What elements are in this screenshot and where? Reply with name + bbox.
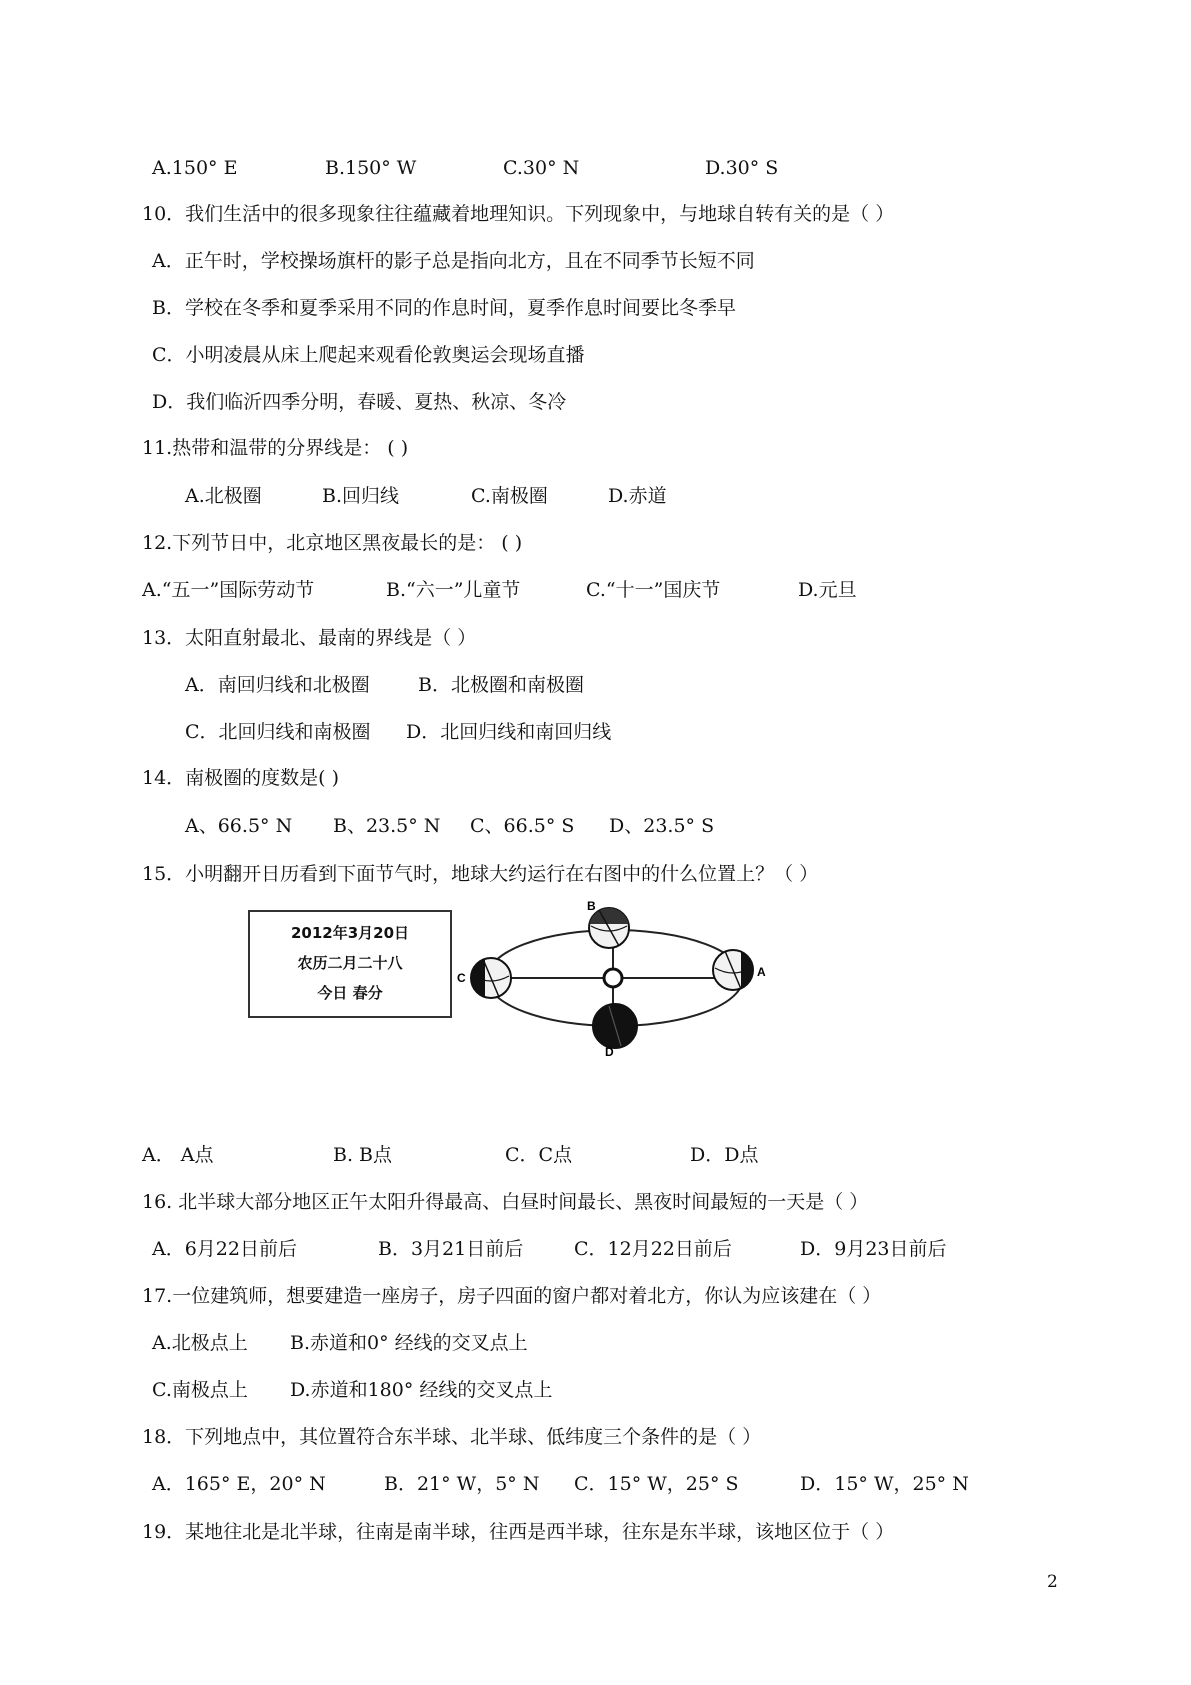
q11-option-d[interactable]: D.赤道 [608,485,667,507]
q13-option-b[interactable]: B．北极圈和南极圈 [418,674,584,696]
q18-option-b[interactable]: B．21° W，5° N [384,1473,540,1495]
q11-option-a[interactable]: A.北极圈 [185,485,262,507]
q14-option-d[interactable]: D、23.5° S [609,815,715,837]
q9-option-b[interactable]: B.150° W [325,157,417,179]
q18-option-a[interactable]: A．165° E，20° N [152,1473,326,1495]
q14-stem: 14．南极圈的度数是( ) [142,767,340,789]
calendar-lunar-date: 农历二月二十八 [297,954,403,972]
earth-position-a-icon [713,950,755,990]
q18-option-d[interactable]: D．15° W，25° N [800,1473,969,1495]
q10-option-d[interactable]: D．我们临沂四季分明，春暖、夏热、秋凉、冬冷 [152,391,567,413]
q12-option-a[interactable]: A.“五一”国际劳动节 [142,579,315,601]
label-b: B [587,899,596,913]
earth-position-b-icon [589,908,629,948]
q12-option-c[interactable]: C.“十一”国庆节 [586,579,721,601]
q17-option-b[interactable]: B.赤道和0° 经线的交叉点上 [290,1332,528,1354]
q15-stem: 15．小明翻开日历看到下面节气时，地球大约运行在右图中的什么位置上？（ ） [142,863,819,885]
sun-icon [604,969,622,987]
q10-option-a[interactable]: A．正午时，学校操场旗杆的影子总是指向北方，且在不同季节长短不同 [152,250,755,272]
q13-stem: 13．太阳直射最北、最南的界线是（ ） [142,627,477,649]
q18-option-c[interactable]: C．15° W，25° S [574,1473,739,1495]
q12-option-d[interactable]: D.元旦 [798,579,857,601]
q14-option-b[interactable]: B、23.5° N [333,815,441,837]
q15-option-c[interactable]: C．C点 [505,1144,573,1166]
calendar-date: 2012年3月20日 [290,924,410,942]
q15-option-d[interactable]: D．D点 [690,1144,759,1166]
calendar-solar-term: 今日 春分 [317,984,383,1002]
q15-option-b[interactable]: B. B点 [333,1144,393,1166]
q10-option-b[interactable]: B．学校在冬季和夏季采用不同的作息时间，夏季作息时间要比冬季早 [152,297,736,319]
q14-option-a[interactable]: A、66.5° N [185,815,293,837]
q17-option-d[interactable]: D.赤道和180° 经线的交叉点上 [290,1379,553,1401]
q11-option-b[interactable]: B.回归线 [322,485,400,507]
label-c: C [457,971,466,985]
q9-option-c[interactable]: C.30° N [503,157,580,179]
earth-orbit-diagram [455,898,795,1058]
q9-option-d[interactable]: D.30° S [705,157,779,179]
q15-option-a[interactable]: A． A点 [142,1144,214,1166]
q18-stem: 18．下列地点中，其位置符合东半球、北半球、低纬度三个条件的是（ ） [142,1426,762,1448]
q17-option-a[interactable]: A.北极点上 [152,1332,248,1354]
q19-stem: 19．某地往北是北半球，往南是南半球，往西是西半球，往东是东半球，该地区位于（ ） [142,1521,895,1543]
q13-option-d[interactable]: D．北回归线和南回归线 [406,721,612,743]
q13-option-c[interactable]: C．北回归线和南极圈 [185,721,371,743]
q12-option-b[interactable]: B.“六一”儿童节 [386,579,521,601]
earth-position-d-icon [593,1004,637,1048]
q10-stem: 10．我们生活中的很多现象往往蕴藏着地理知识。下列现象中，与地球自转有关的是（ ） [142,203,895,225]
q17-option-c[interactable]: C.南极点上 [152,1379,248,1401]
q9-option-a[interactable]: A.150° E [152,157,238,179]
q17-stem: 17.一位建筑师，想要建造一座房子，房子四面的窗户都对着北方，你认为应该建在（ ） [142,1285,882,1307]
q14-option-c[interactable]: C、66.5° S [470,815,575,837]
q13-option-a[interactable]: A．南回归线和北极圈 [185,674,370,696]
q11-stem: 11.热带和温带的分界线是： ( ) [142,437,409,459]
label-d: D [605,1045,614,1058]
calendar-card [248,910,452,1018]
q16-option-b[interactable]: B．3月21日前后 [378,1238,524,1260]
q12-stem: 12.下列节日中，北京地区黑夜最长的是： ( ) [142,532,523,554]
q16-option-c[interactable]: C．12月22日前后 [574,1238,732,1260]
label-a: A [757,965,766,979]
q11-option-c[interactable]: C.南极圈 [471,485,548,507]
q16-stem: 16. 北半球大部分地区正午太阳升得最高、白昼时间最长、黑夜时间最短的一天是（ ） [142,1191,869,1213]
q16-option-a[interactable]: A．6月22日前后 [152,1238,297,1260]
q16-option-d[interactable]: D．9月23日前后 [800,1238,947,1260]
q10-option-c[interactable]: C．小明凌晨从床上爬起来观看伦敦奥运会现场直播 [152,344,585,366]
page-number: 2 [1047,1572,1058,1592]
q15-figure [240,898,800,1058]
earth-position-c-icon [471,958,511,998]
